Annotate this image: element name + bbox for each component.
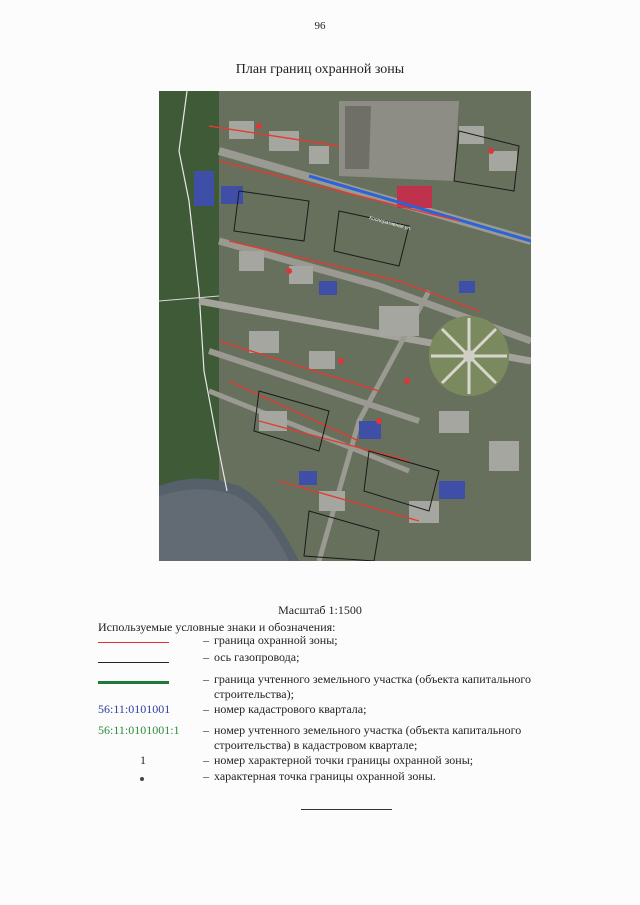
legend-dash: – — [203, 753, 209, 767]
legend-dash: – — [203, 633, 209, 647]
map-image — [159, 91, 531, 561]
green-line-symbol — [98, 681, 169, 684]
legend-description: граница охранной зоны; — [214, 633, 338, 647]
dot-symbol — [140, 777, 144, 781]
cadastral-quarter-code: 56:11:0101001 — [98, 702, 171, 716]
black-line-symbol — [98, 662, 169, 663]
legend-title: Используемые условные знаки и обозначения: — [98, 620, 336, 634]
legend-description: характерная точка границы охранной зоны. — [214, 769, 436, 783]
legend-item-point-number — [98, 753, 568, 768]
end-divider — [301, 809, 392, 810]
page-title: План границ охранной зоны — [235, 62, 405, 77]
legend-dash: – — [203, 672, 209, 686]
legend-dash: – — [203, 723, 209, 737]
map-street-label: Кооперативная ул. — [368, 215, 413, 233]
legend-item-cadastral-quarter — [98, 702, 568, 717]
legend-item-land-plot-boundary — [98, 672, 568, 702]
land-plot-code: 56:11:0101001:1 — [98, 723, 180, 737]
satellite-map[interactable] — [159, 91, 531, 561]
legend-item-land-plot-number — [98, 723, 568, 753]
point-number-symbol: 1 — [140, 753, 146, 767]
legend-item-protection-zone — [98, 633, 568, 648]
scale-text: Масштаб 1:1500 — [278, 603, 362, 617]
legend-description: номер кадастрового квартала; — [214, 702, 367, 716]
legend-item-gas-pipe-axis — [98, 650, 568, 665]
legend-dash: – — [203, 769, 209, 783]
legend-description: номер характерной точки границы охранной зоны; — [214, 753, 474, 767]
legend-item-point-marker — [98, 769, 568, 784]
legend-dash: – — [203, 702, 209, 716]
legend-description: ось газопровода; — [214, 650, 300, 664]
legend-dash: – — [203, 650, 209, 664]
red-line-symbol — [98, 642, 169, 643]
page-number: 96 — [314, 20, 326, 32]
legend-description: номер учтенного земельного участка (объекта капитального строительства) в кадастровом квартале; — [214, 723, 522, 752]
legend-description: граница учтенного земельного участка (объекта капитального строительства); — [214, 672, 532, 701]
